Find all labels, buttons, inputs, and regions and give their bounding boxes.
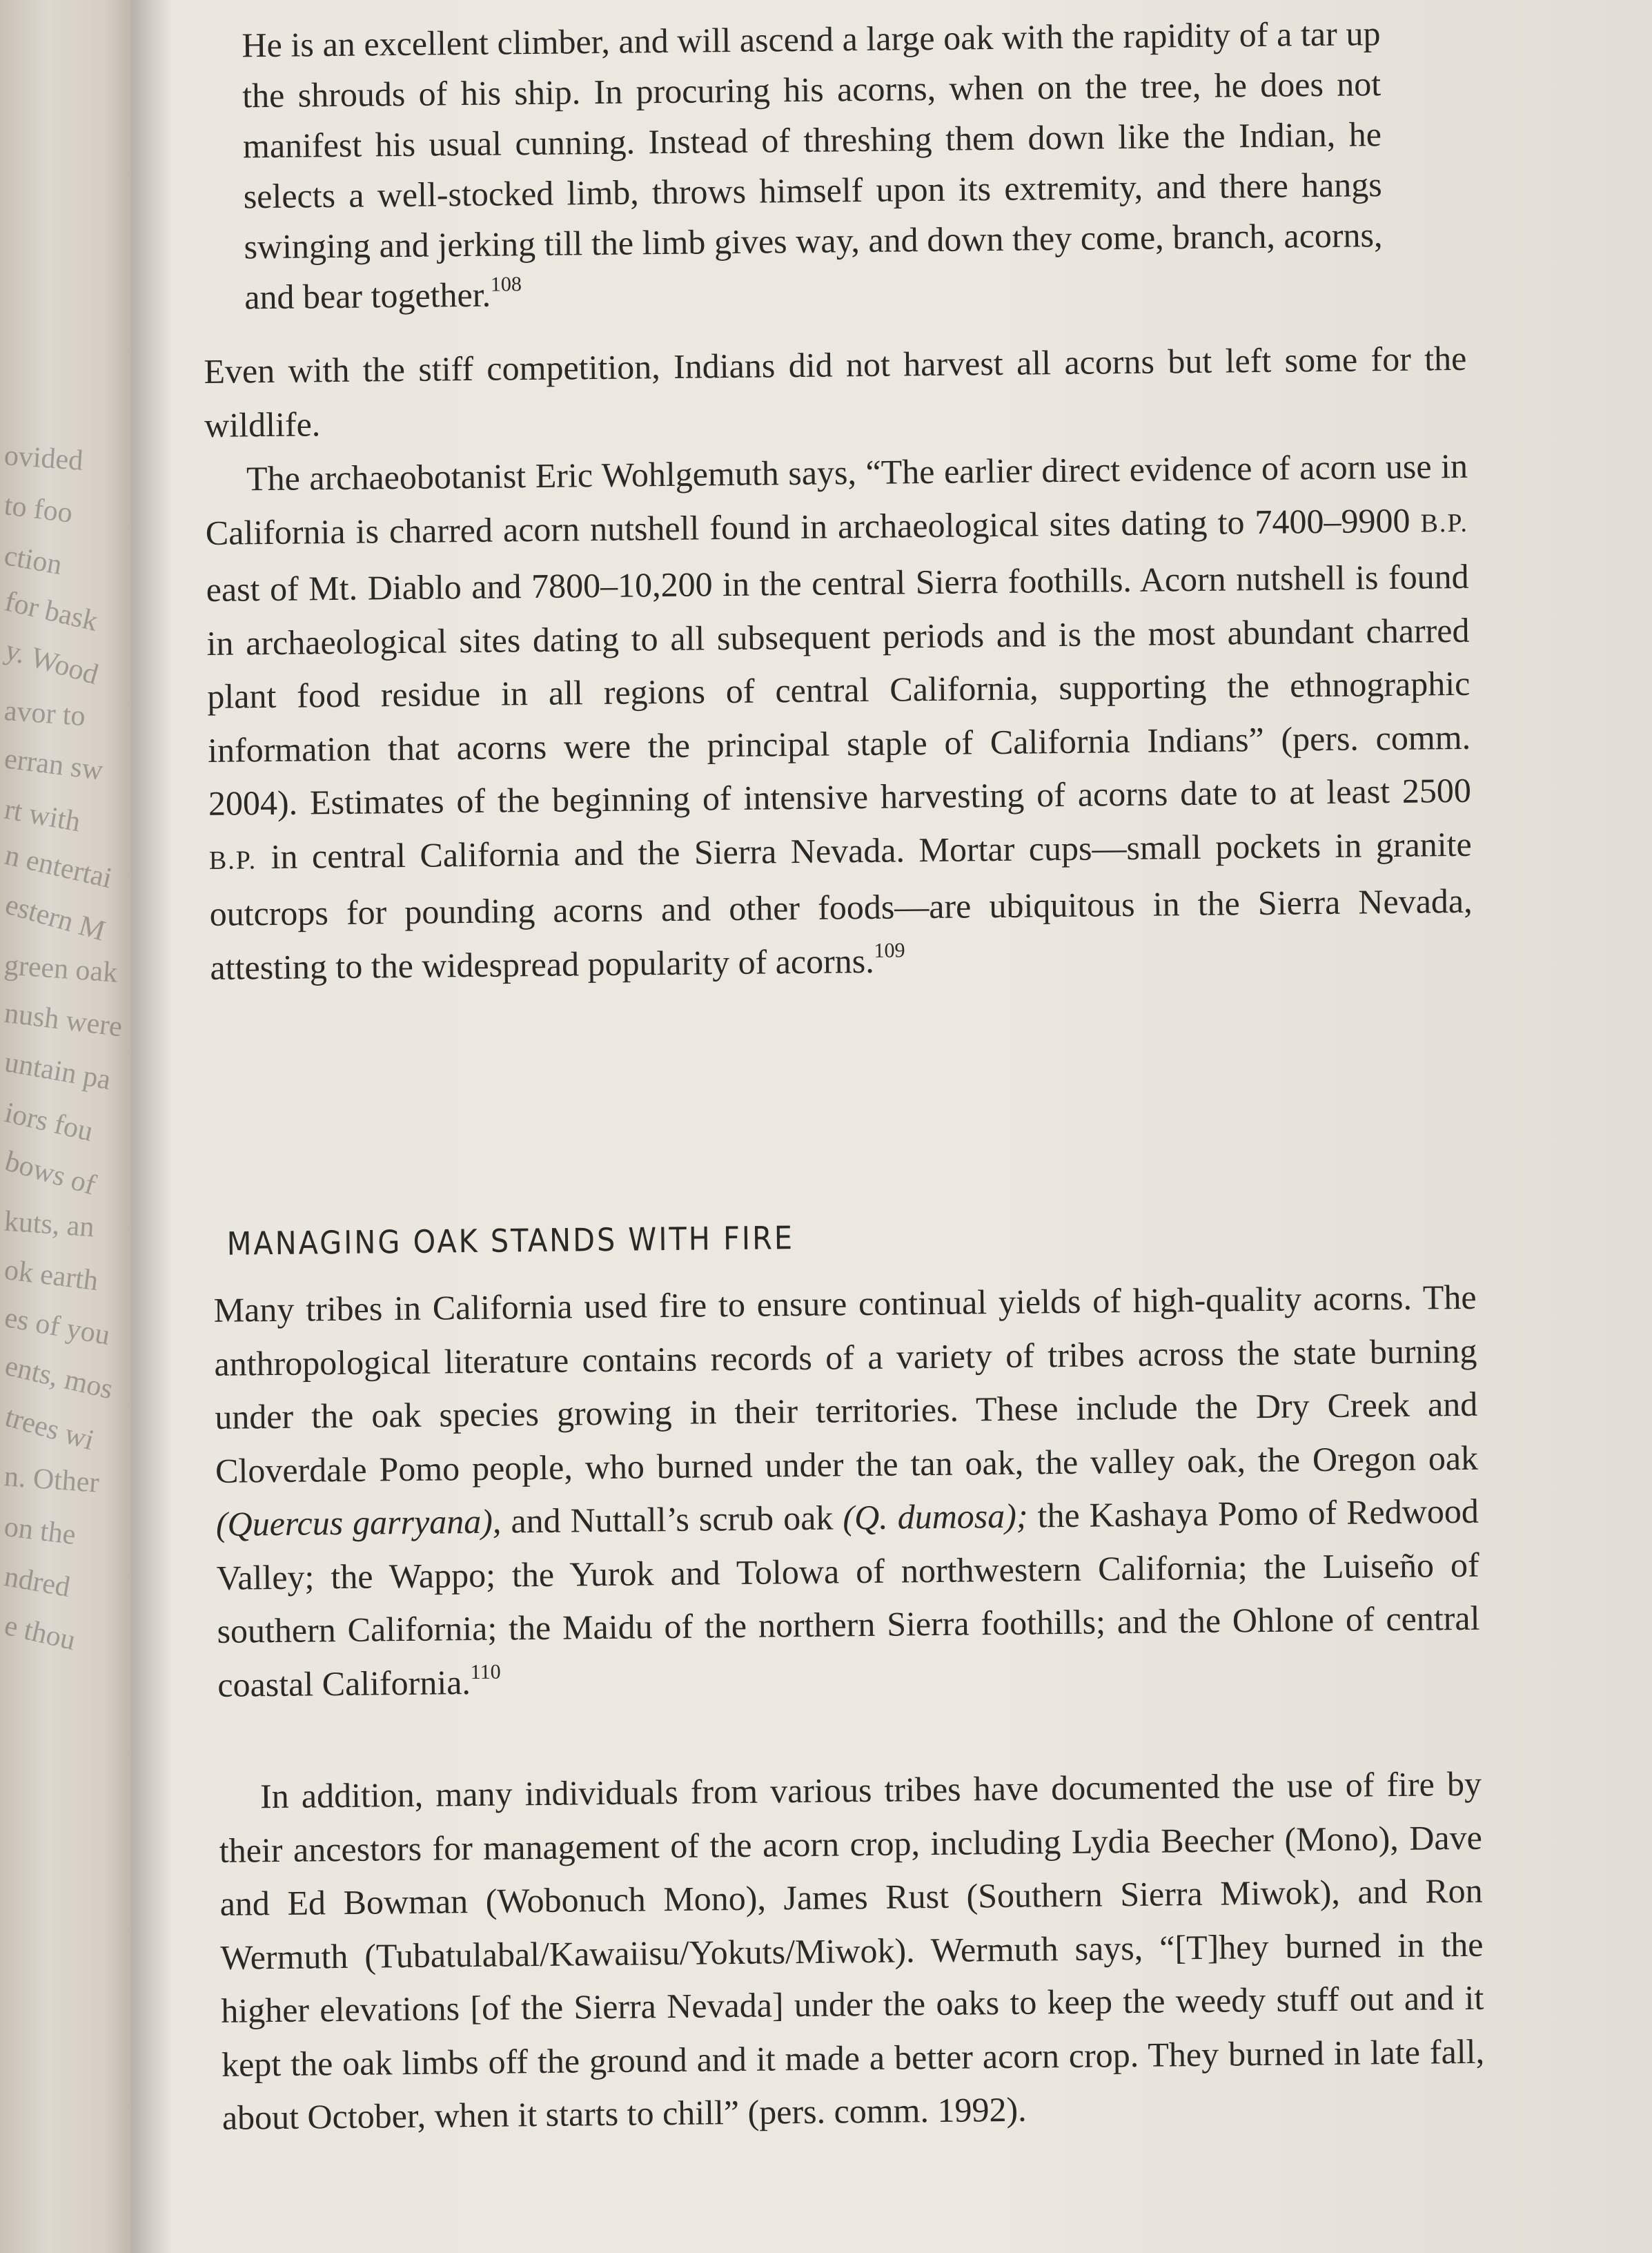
facing-page-fragment: y. Wood (1, 634, 102, 692)
facing-page-fragment: nush were (2, 997, 124, 1044)
facing-page-fragment: untain pa (2, 1046, 113, 1097)
species-name-dumosa: (Q. dumosa); (843, 1496, 1028, 1537)
paragraph-competition-text: Even with the stiff competition, Indians did not harvest all acorns but left some for the wildlife. (204, 338, 1467, 445)
facing-page-fragment: ovided (3, 440, 84, 477)
footnote-ref-108: 108 (490, 273, 522, 296)
paragraph-tribes-text-2: and Nuttall’s scrub oak (501, 1498, 843, 1541)
facing-page-fragment: for bask (1, 585, 101, 638)
facing-page-fragment: ok earth (2, 1254, 100, 1298)
facing-page-fragment: rt with (1, 793, 83, 839)
paragraph-tribes-text-1: Many tribes in California used fire to ensure continual yields of high-quality acorns. The anthropological literature contains records of a variety of tribes across the state burning under the oak species growing in their territories. These include the Dry Creek and Cloverdale Pomo people, who burned under the tan oak, the valley oak, the Oregon oak (213, 1277, 1479, 1490)
facing-page-fragment: bows of (1, 1145, 99, 1202)
section-heading: MANAGING OAK STANDS WITH FIRE (226, 1219, 795, 1262)
paragraph-wohlgemuth-text-2: east of Mt. Diablo and 7800–10,200 in the central Sierra foothills. Acorn nutshell is found in archaeological sites dating to all subsequent periods and is the most abundant charred plant food residue in all regions of central California, supporting the ethnographic information that acorns were the principal staple of California Indians” (pers. comm. 2004). Estimates of the beginning of intensive harvesting of acorns date to at least 2500 (206, 556, 1472, 823)
bp-abbreviation: B.P. (208, 845, 257, 875)
page-fold-shadow (131, 0, 173, 2253)
facing-page-fragment: kuts, an (3, 1205, 96, 1244)
facing-page-fragment: n entertai (1, 839, 115, 895)
species-name-garryana: (Quercus garryana), (215, 1501, 502, 1543)
facing-page-fragment: es of you (2, 1301, 112, 1352)
facing-page-fragment: to foo (2, 489, 75, 529)
facing-page-fragment: trees wi (1, 1401, 98, 1457)
block-quote (242, 8, 1383, 322)
facing-page-fragment: erran sw (2, 743, 105, 787)
facing-page-fragment: estern M (1, 888, 109, 948)
paragraph-wohlgemuth-text-1: The archaeobotanist Eric Wohlgemuth says, “The earlier direct evidence of acorn use in California is charred acorn nutshell found in archaeological sites dating to 7400–9900 (205, 446, 1468, 552)
facing-page-fragment: ents, mos (1, 1349, 116, 1406)
facing-page-fragment: on the (2, 1510, 78, 1552)
bp-abbreviation: B.P. (1420, 508, 1469, 538)
facing-page-fragment: iors fou (1, 1097, 97, 1148)
paragraph-wohlgemuth (205, 440, 1473, 995)
footnote-ref-109: 109 (874, 938, 905, 962)
book-page (200, 1, 1485, 2137)
facing-page-gutter (0, 0, 131, 2253)
paragraph-tribes-text-3: the Kashaya Pomo of Redwood Valley; the Wappo; the Yurok and Tolowa of northwestern California; the Luiseño of southern California; the Maidu of the northern Sierra foothills; and the Ohlone of central coastal California. (216, 1491, 1480, 1704)
facing-page-fragment: n. Other (3, 1461, 101, 1499)
facing-page-fragment: green oak (3, 949, 119, 989)
paragraph-tribes (213, 1271, 1480, 1712)
facing-page-fragment: e thou (1, 1609, 79, 1657)
footnote-ref-110: 110 (470, 1660, 501, 1684)
facing-page-fragment: avor to (3, 694, 87, 733)
block-quote-text: He is an excellent climber, and will ascend a large oak with the rapidity of a tar up the shrouds of his ship. In procuring his acorns, when on the tree, he does not manifest his usual cunning. Instead of threshing them down like the Indian, he selects a well-stocked limb, throws himself upon its extremity, and there hangs swinging and jerking till the limb gives way, and down they come, branch, acorns, and bear together. (242, 14, 1383, 317)
paragraph-individuals-text: In addition, many individuals from various tribes have documented the use of fire by their ancestors for management of the acorn crop, including Lydia Beecher (Mono), Dave and Ed Bowman (Wobonuch Mono), James Rust (Southern Sierra Miwok), and Ron Wermuth (Tubatulabal/Kawaiisu/Yokuts/Miwok). Wermuth says, “[T]hey burned in the higher elevations [of the Sierra Nevada] under the oaks to keep the weedy stuff out and it kept the oak limbs off the ground and it made a better acorn crop. They burned in late fall, about October, when it starts to chill” (pers. comm. 1992). (219, 1764, 1485, 2137)
paragraph-individuals (219, 1757, 1486, 2145)
paragraph-wohlgemuth-text-3: in central California and the Sierra Nevada. Mortar cups—small pockets in granite outcrops for pounding acorns and other foods—are ubiquitous in the Sierra Nevada, attesting to the widespread popularity of acorns. (209, 824, 1473, 987)
facing-page-fragment: ndred (1, 1561, 72, 1603)
facing-page-fragment: ction (1, 540, 65, 581)
paragraph-competition (204, 332, 1468, 452)
